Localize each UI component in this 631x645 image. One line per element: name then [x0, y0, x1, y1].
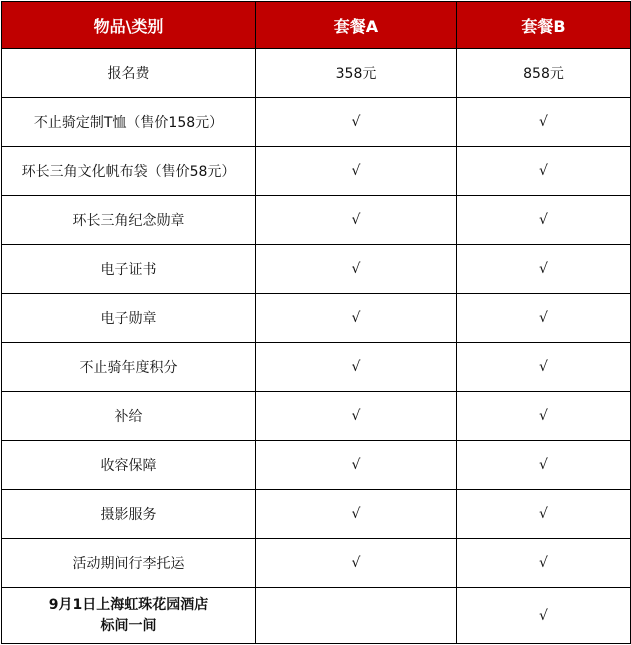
table-row: [2, 392, 631, 441]
item-name-cell: 电子勋章: [2, 294, 256, 343]
package-b-cell: √: [457, 343, 631, 392]
package-comparison-table: [1, 1, 631, 644]
package-a-cell: √: [256, 343, 457, 392]
package-a-cell: √: [256, 490, 457, 539]
header-package-b: 套餐B: [457, 2, 631, 49]
package-a-cell: √: [256, 539, 457, 588]
package-a-cell: √: [256, 196, 457, 245]
table-row: [2, 49, 631, 98]
table-row: [2, 441, 631, 490]
table-row: [2, 196, 631, 245]
package-b-cell: √: [457, 392, 631, 441]
header-package-a: 套餐A: [256, 2, 457, 49]
package-a-cell: √: [256, 441, 457, 490]
hotel-item-line2: 标间一间: [100, 617, 157, 634]
hotel-row: [2, 588, 631, 644]
item-name-cell: 不止骑定制T恤（售价158元）: [2, 98, 256, 147]
package-a-cell: √: [256, 245, 457, 294]
package-b-cell: √: [457, 147, 631, 196]
package-a-cell: 358元: [256, 49, 457, 98]
table-row: [2, 98, 631, 147]
package-b-cell: √: [457, 294, 631, 343]
table-row: [2, 294, 631, 343]
item-name-cell: 不止骑年度积分: [2, 343, 256, 392]
hotel-item-cell: [2, 588, 256, 644]
table-row: [2, 147, 631, 196]
package-b-cell: √: [457, 588, 631, 644]
package-b-cell: √: [457, 98, 631, 147]
package-a-cell: √: [256, 98, 457, 147]
package-b-cell: √: [457, 441, 631, 490]
package-a-cell: [256, 588, 457, 644]
table-row: [2, 245, 631, 294]
table-row: [2, 490, 631, 539]
table-row: [2, 539, 631, 588]
package-b-cell: √: [457, 490, 631, 539]
table-body: [2, 49, 631, 644]
package-b-cell: √: [457, 245, 631, 294]
header-item-category: 物品\类别: [2, 2, 256, 49]
item-name-cell: 环长三角纪念勋章: [2, 196, 256, 245]
item-name-cell: 收容保障: [2, 441, 256, 490]
item-name-cell: 环长三角文化帆布袋（售价58元）: [2, 147, 256, 196]
table-row: [2, 343, 631, 392]
hotel-item-line1: 9月1日上海虹珠花园酒店: [48, 596, 209, 613]
item-name-cell: 补给: [2, 392, 256, 441]
item-name-cell: 活动期间行李托运: [2, 539, 256, 588]
package-a-cell: √: [256, 147, 457, 196]
package-b-cell: √: [457, 196, 631, 245]
item-name-cell: 摄影服务: [2, 490, 256, 539]
item-name-cell: 报名费: [2, 49, 256, 98]
header-row: [2, 2, 631, 49]
table-header: [2, 2, 631, 49]
package-a-cell: √: [256, 294, 457, 343]
item-name-cell: 电子证书: [2, 245, 256, 294]
package-b-cell: 858元: [457, 49, 631, 98]
package-b-cell: √: [457, 539, 631, 588]
package-a-cell: √: [256, 392, 457, 441]
